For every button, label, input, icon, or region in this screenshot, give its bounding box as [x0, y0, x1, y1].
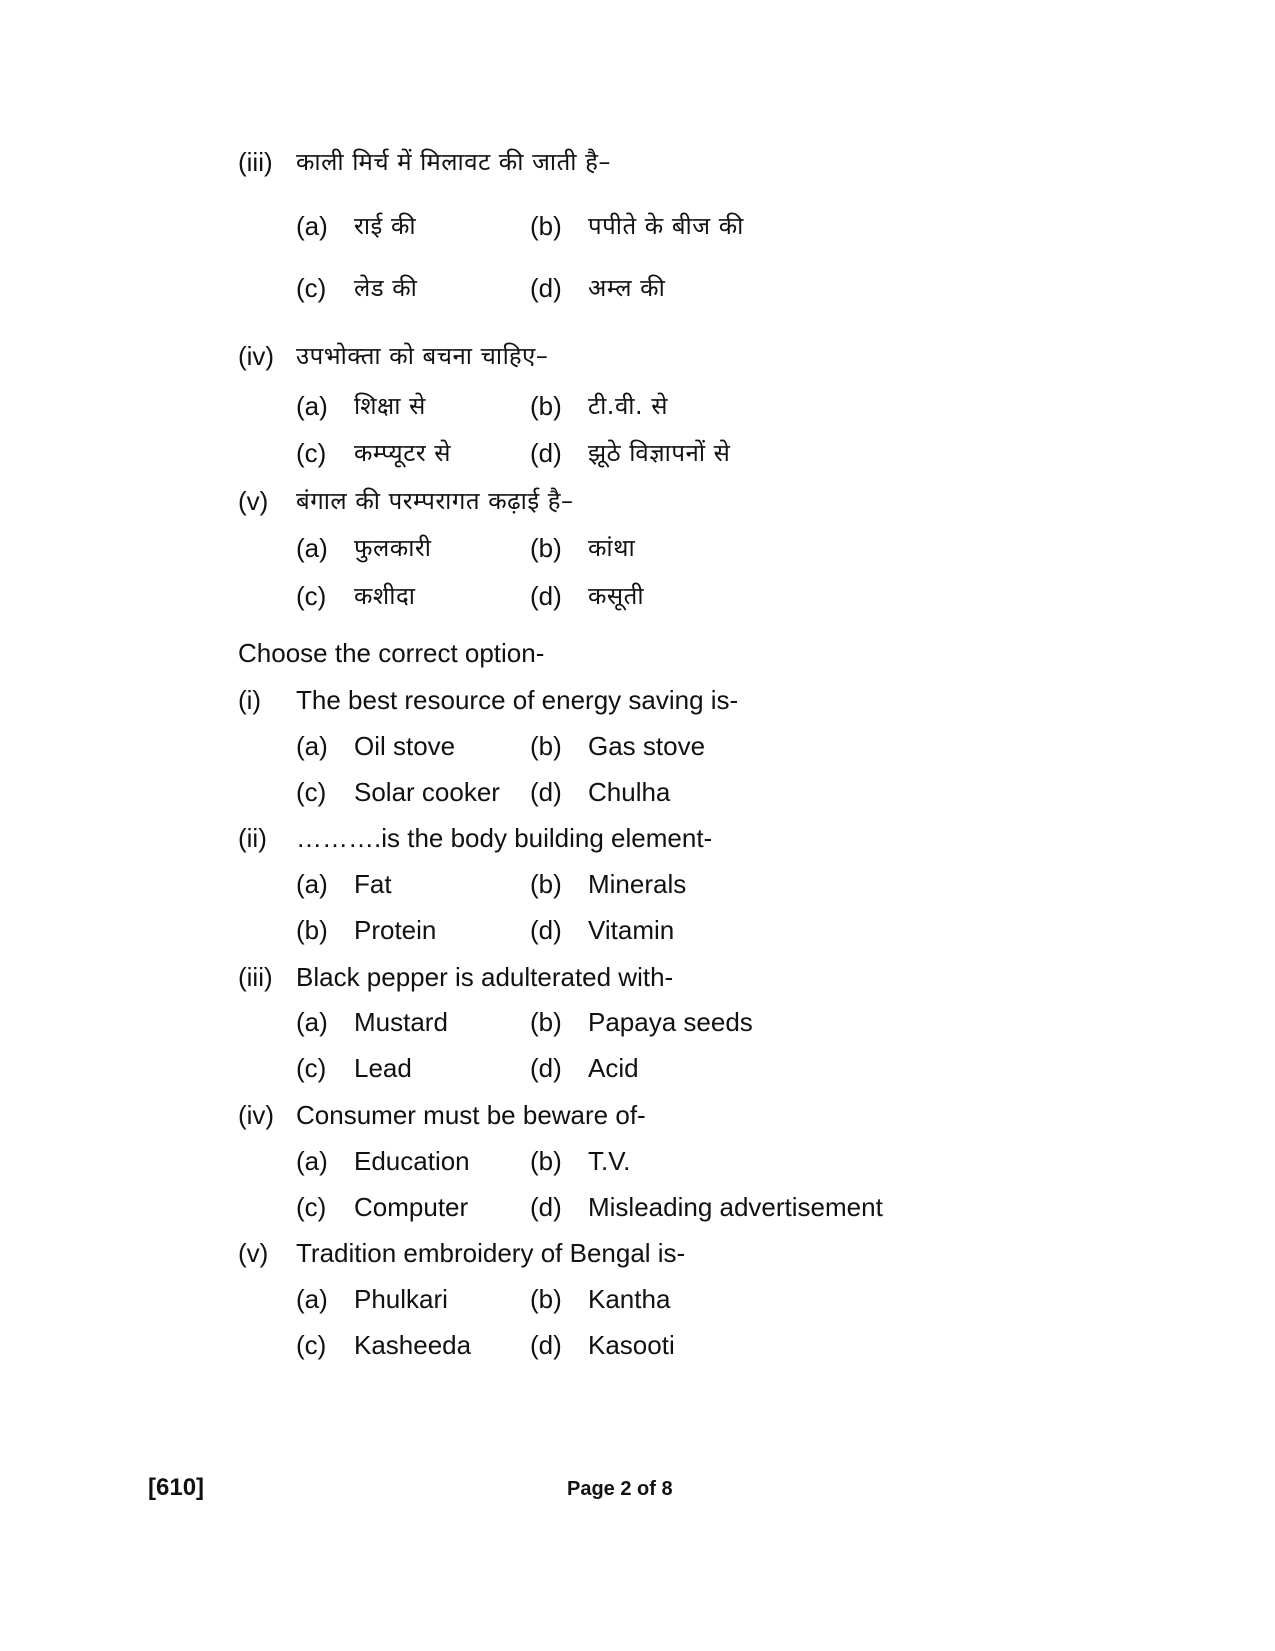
option-label: (b): [530, 1146, 562, 1176]
option-text: अम्ल की: [588, 274, 666, 302]
question-text: The best resource of energy saving is-: [296, 685, 739, 715]
option-label: (b): [530, 1284, 562, 1314]
option-label: (c): [296, 1192, 327, 1222]
question-text: उपभोक्ता को बचना चाहिए–: [296, 342, 549, 370]
option-text: Vitamin: [588, 915, 675, 945]
option-label: (c): [296, 1053, 327, 1083]
option-text: Education: [354, 1146, 470, 1176]
option-text: कांथा: [588, 534, 636, 562]
option-text: Kantha: [588, 1284, 671, 1314]
option-text: कशीदा: [354, 582, 416, 610]
question-number: (v): [238, 1238, 269, 1268]
question-number: (i): [238, 685, 262, 715]
question-number: (ii): [238, 823, 267, 853]
question-text: Black pepper is adulterated with-: [296, 962, 674, 992]
option-text: टी.वी. से: [588, 392, 668, 420]
option-text: कसूती: [588, 582, 645, 610]
option-text: Papaya seeds: [588, 1007, 753, 1037]
option-label: (a): [296, 391, 328, 421]
option-text: फुलकारी: [354, 534, 432, 562]
option-text: Fat: [354, 869, 392, 899]
option-text: Oil stove: [354, 731, 456, 761]
question-text: Consumer must be beware of-: [296, 1100, 646, 1130]
option-text: शिक्षा से: [354, 392, 426, 420]
option-label: (d): [530, 1053, 562, 1083]
question-text: काली मिर्च में मिलावट की जाती है–: [296, 148, 611, 176]
option-text: Acid: [588, 1053, 639, 1083]
option-text: Lead: [354, 1053, 412, 1083]
option-label: (a): [296, 533, 328, 563]
option-text: राई की: [354, 212, 417, 240]
option-label: (b): [530, 533, 562, 563]
section-heading: Choose the correct option-: [238, 638, 545, 668]
option-text: Mustard: [354, 1007, 448, 1037]
option-text: Kasooti: [588, 1330, 675, 1360]
option-label: (c): [296, 1330, 327, 1360]
option-label: (b): [530, 391, 562, 421]
option-label: (c): [296, 777, 327, 807]
page-number: Page 2 of 8: [567, 1478, 673, 1500]
question-number: (iv): [238, 341, 275, 371]
option-label: (a): [296, 211, 328, 241]
option-label: (a): [296, 1146, 328, 1176]
option-text: Misleading advertisement: [588, 1192, 883, 1222]
option-text: Gas stove: [588, 731, 706, 761]
option-label: (d): [530, 915, 562, 945]
option-label: (a): [296, 869, 328, 899]
question-number: (iii): [238, 147, 273, 177]
option-label: (d): [530, 777, 562, 807]
question-number: (v): [238, 486, 269, 516]
option-label: (a): [296, 1007, 328, 1037]
option-text: Solar cooker: [354, 777, 500, 807]
question-number: (iii): [238, 962, 273, 992]
option-label: (d): [530, 1330, 562, 1360]
option-label: (b): [530, 731, 562, 761]
option-label: (b): [296, 915, 328, 945]
option-text: Protein: [354, 915, 437, 945]
option-text: लेड की: [354, 274, 418, 302]
option-label: (c): [296, 438, 327, 468]
option-text: T.V.: [588, 1146, 631, 1176]
option-label: (d): [530, 273, 562, 303]
question-number: (iv): [238, 1100, 275, 1130]
option-text: Chulha: [588, 777, 671, 807]
option-label: (d): [530, 581, 562, 611]
option-text: कम्प्यूटर से: [354, 439, 451, 467]
question-text: बंगाल की परम्परागत कढ़ाई है–: [296, 487, 574, 515]
question-text: Tradition embroidery of Bengal is-: [296, 1238, 686, 1268]
option-label: (a): [296, 731, 328, 761]
option-text: Kasheeda: [354, 1330, 472, 1360]
paper-code: [610]: [148, 1474, 205, 1501]
option-label: (c): [296, 581, 327, 611]
option-label: (b): [530, 1007, 562, 1037]
option-text: पपीते के बीज की: [588, 212, 744, 240]
option-text: झूठे विज्ञापनों से: [588, 439, 731, 467]
question-text: ……….is the body building element-: [296, 823, 713, 853]
option-label: (d): [530, 438, 562, 468]
option-label: (d): [530, 1192, 562, 1222]
option-label: (a): [296, 1284, 328, 1314]
option-text: Phulkari: [354, 1284, 448, 1314]
option-label: (b): [530, 211, 562, 241]
option-text: Computer: [354, 1192, 469, 1222]
option-label: (c): [296, 273, 327, 303]
option-text: Minerals: [588, 869, 687, 899]
option-label: (b): [530, 869, 562, 899]
